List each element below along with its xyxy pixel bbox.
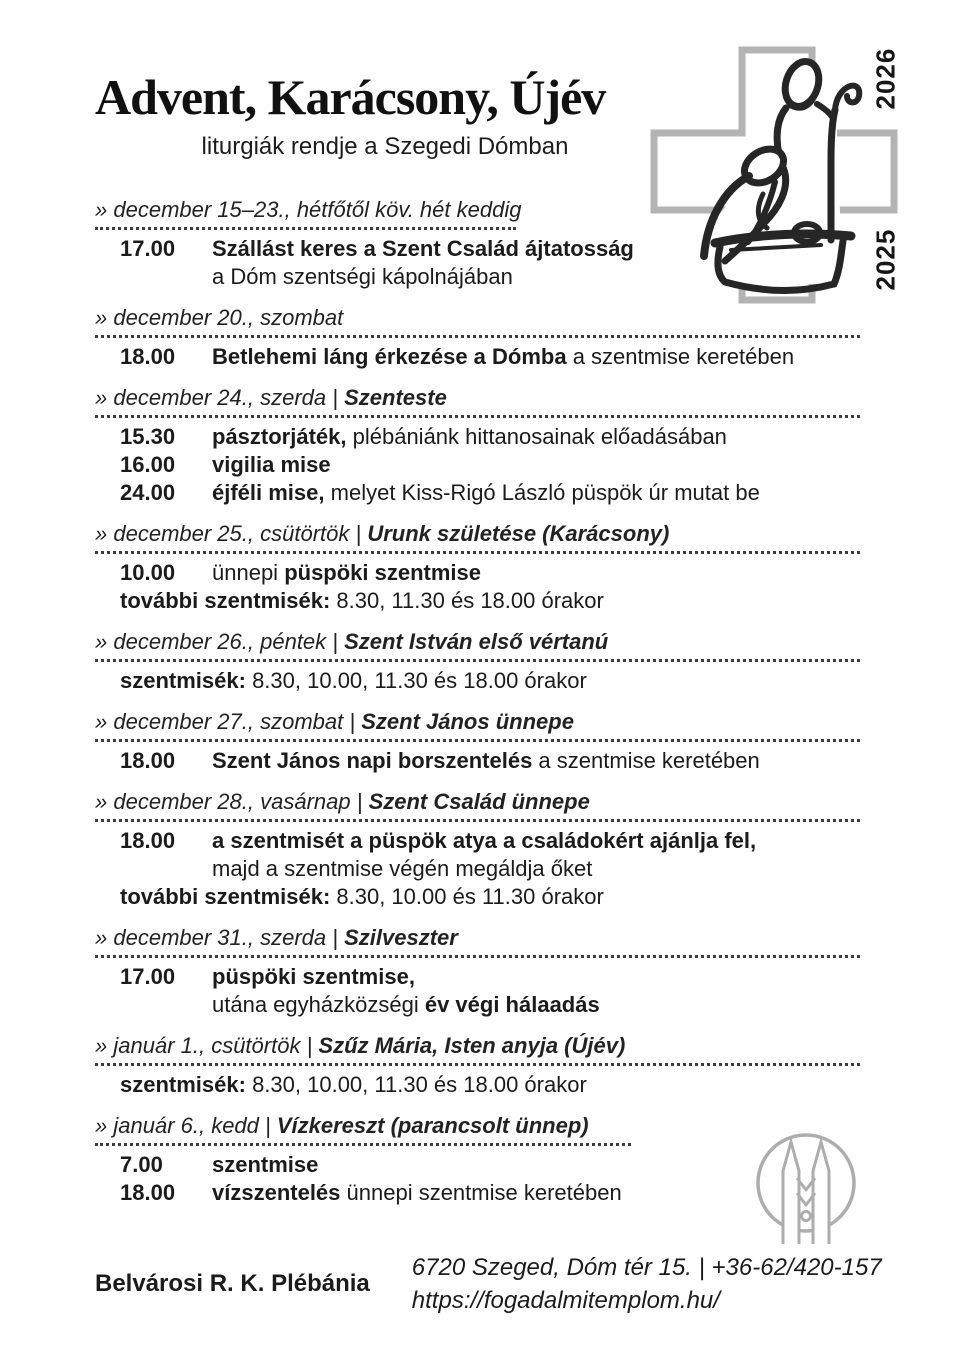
heading-separator: | (349, 521, 368, 546)
row-text: szentmisék: 8.30, 10.00, 11.30 és 18.00 órakor (120, 668, 587, 693)
dotted-rule (95, 819, 860, 822)
heading-date: december 25., csütörtök (113, 521, 350, 546)
schedule-row (95, 423, 860, 451)
section-date-heading (95, 629, 860, 655)
schedule-row (95, 1071, 860, 1099)
dotted-rule (95, 1063, 860, 1066)
year-2026-label: 2026 (870, 47, 901, 110)
heading-separator: | (350, 789, 369, 814)
row-time: 17.00 (120, 964, 176, 989)
row-text: a szentmisét a püspök atya a családokért ajánlja fel, (212, 828, 757, 853)
dotted-rule (95, 227, 516, 230)
schedule-row (95, 587, 860, 615)
row-text: vigilia mise (212, 452, 331, 477)
schedule-section (95, 197, 860, 291)
heading-date: december 24., szerda (113, 385, 327, 410)
section-bullet: » (95, 629, 114, 654)
row-time: 18.00 (120, 344, 176, 369)
row-text: további szentmisék: 8.30, 10.00 és 11.30 órakor (120, 884, 604, 909)
section-date-heading (95, 305, 860, 331)
section-date-heading (95, 789, 860, 815)
section-bullet: » (95, 1113, 114, 1138)
section-date-heading (95, 521, 860, 547)
row-text: további szentmisék: 8.30, 11.30 és 18.00 órakor (120, 588, 604, 613)
schedule-list (95, 197, 860, 1207)
heading-date: január 6., kedd (113, 1113, 259, 1138)
dotted-rule (95, 955, 860, 958)
heading-date: január 1., csütörtök (113, 1033, 301, 1058)
schedule-row (95, 1151, 860, 1179)
heading-feast: Szenteste (344, 385, 447, 410)
footer (95, 1243, 882, 1325)
schedule-section (95, 629, 860, 695)
heading-feast: Szent Család ünnepe (368, 789, 590, 814)
section-date-heading (95, 1113, 860, 1139)
section-date-heading (95, 197, 860, 223)
section-bullet: » (95, 305, 114, 330)
contact-block (412, 1251, 882, 1317)
section-date-heading (95, 925, 860, 951)
schedule-section (95, 709, 860, 775)
schedule-row (95, 883, 860, 911)
row-text: pásztorjáték, plébániánk hittanosainak előadásában (212, 424, 727, 449)
row-text: püspöki szentmise, (212, 964, 415, 989)
schedule-row (95, 451, 860, 479)
schedule-row (95, 343, 860, 371)
row-text: vízszentelés ünnepi szentmise keretében (212, 1180, 622, 1205)
section-bullet: » (95, 1033, 114, 1058)
schedule-row (95, 479, 860, 507)
schedule-section (95, 385, 860, 507)
address-phone: 6720 Szeged, Dóm tér 15. | +36-62/420-157 (411, 1254, 882, 1281)
heading-feast: Szilveszter (344, 925, 458, 950)
parish-name: Belvárosi R. K. Plébánia (95, 1270, 370, 1297)
row-time: 17.00 (120, 236, 176, 261)
dotted-rule (95, 1143, 631, 1146)
section-bullet: » (95, 925, 114, 950)
dotted-rule (95, 551, 860, 554)
schedule-section (95, 1033, 860, 1099)
heading-feast: Szűz Mária, Isten anyja (Újév) (318, 1033, 626, 1058)
schedule-section (95, 925, 860, 1019)
row-time: 18.00 (120, 748, 176, 773)
row-text: szentmisék: 8.30, 10.00, 11.30 és 18.00 órakor (120, 1072, 587, 1097)
heading-date: december 20., szombat (113, 305, 344, 330)
heading-date: december 31., szerda (113, 925, 327, 950)
section-bullet: » (95, 789, 114, 814)
dotted-rule (95, 739, 860, 742)
heading-separator: | (326, 925, 345, 950)
heading-feast: Vízkereszt (parancsolt ünnep) (276, 1113, 589, 1138)
row-time: 24.00 (120, 480, 176, 505)
schedule-section (95, 305, 860, 371)
schedule-row (95, 1179, 860, 1207)
row-time: 18.00 (120, 1180, 176, 1205)
schedule-row (95, 963, 860, 991)
heading-feast: Szent János ünnepe (361, 709, 574, 734)
section-bullet: » (95, 521, 114, 546)
dotted-rule (95, 659, 860, 662)
schedule-section (95, 789, 860, 911)
schedule-row (95, 235, 860, 263)
section-date-heading (95, 385, 860, 411)
row-text: a Dóm szentségi kápolnájában (212, 264, 513, 289)
heading-separator: | (326, 629, 345, 654)
heading-date: december 28., vasárnap (113, 789, 351, 814)
page-subtitle: liturgiák rendje a Szegedi Dómban (201, 133, 569, 160)
row-text: majd a szentmise végén megáldja őket (212, 856, 593, 881)
heading-separator: | (326, 385, 345, 410)
row-time: 18.00 (120, 828, 176, 853)
schedule-row (95, 263, 860, 291)
row-text: ünnepi püspöki szentmise (212, 560, 482, 585)
schedule-row (95, 559, 860, 587)
row-time: 15.30 (120, 424, 176, 449)
heading-separator: | (258, 1113, 277, 1138)
section-date-heading (95, 709, 860, 735)
heading-separator: | (343, 709, 362, 734)
schedule-section (95, 1113, 860, 1207)
row-text: Betlehemi láng érkezése a Dómba a szentmise keretében (212, 344, 795, 369)
schedule-row (95, 667, 860, 695)
schedule-row (95, 991, 860, 1019)
row-text: Szállást keres a Szent Család ájtatosság (212, 236, 634, 261)
heading-feast: Urunk születése (Karácsony) (367, 521, 670, 546)
schedule-section (95, 521, 860, 615)
row-time: 16.00 (120, 452, 176, 477)
header (95, 70, 675, 161)
year-2025-label: 2025 (870, 228, 901, 291)
dotted-rule (95, 415, 860, 418)
dotted-rule (95, 335, 860, 338)
heading-feast: Szent István első vértanú (344, 629, 609, 654)
row-text: szentmise (212, 1152, 319, 1177)
section-date-heading (95, 1033, 860, 1059)
heading-date: december 26., péntek (113, 629, 327, 654)
section-bullet: » (95, 197, 114, 222)
section-bullet: » (95, 709, 114, 734)
schedule-row (95, 747, 860, 775)
website-url: https://fogadalmitemplom.hu/ (411, 1287, 720, 1314)
schedule-row (95, 855, 860, 883)
heading-date: december 27., szombat (113, 709, 344, 734)
heading-separator: | (300, 1033, 319, 1058)
page-title: Advent, Karácsony, Újév (95, 69, 606, 125)
row-time: 10.00 (120, 560, 176, 585)
row-text: utána egyházközségi év végi hálaadás (212, 992, 600, 1017)
row-time: 7.00 (120, 1152, 163, 1177)
heading-date: december 15–23., hétfőtől köv. hét keddig (113, 197, 522, 222)
section-bullet: » (95, 385, 114, 410)
schedule-row (95, 827, 860, 855)
row-text: Szent János napi borszentelés a szentmise keretében (212, 748, 760, 773)
row-text: éjféli mise, melyet Kiss-Rigó László püspök úr mutat be (212, 480, 760, 505)
